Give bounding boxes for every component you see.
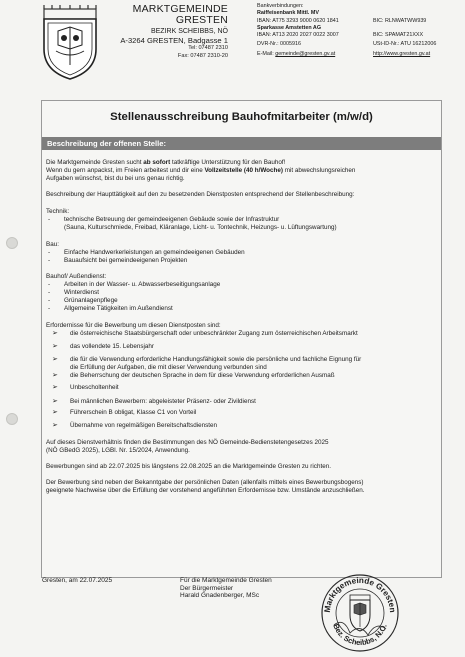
bank-details xyxy=(257,3,457,58)
list-item: Winterdienst xyxy=(64,289,99,296)
email-link[interactable]: gemeinde@gresten.gv.at xyxy=(275,50,336,57)
requirement-item: die Beherrschung der deutschen Sprache in dem für diese Verwendung erforderlichen Ausmaß xyxy=(70,372,335,379)
requirement-item: die für die Verwendung erforderliche Handlungsfähigkeit sowie die persönliche und fachliche Eignung für xyxy=(70,356,362,363)
svg-text:Marktgemeinde Gresten: Marktgemeinde Gresten xyxy=(322,575,398,613)
website-link[interactable]: http://www.gresten.gv.at xyxy=(373,50,431,57)
signature-line-3: Harald Gnadenberger, MSc xyxy=(180,592,260,599)
arrow-bullet-icon: ➢ xyxy=(52,330,58,337)
intro-line-2: Wenn du gern anpackst, im Freien arbeitest und dir eine Vollzeitstelle (40 h/Woche) mit abwechslungsreichen xyxy=(46,167,356,174)
email-label: E-Mail: xyxy=(257,50,276,57)
requirement-item: Unbescholtenheit xyxy=(70,384,119,391)
main-tasks-text: Beschreibung der Haupttätigkeit auf den zu besetzenden Dienstposten entsprechend der Stellenbeschreibung: xyxy=(46,191,355,198)
aussendienst-label: Bauhof/ Außendienst: xyxy=(46,273,107,280)
arrow-bullet-icon: ➢ xyxy=(52,356,58,363)
requirement-item: Bei männlichen Bewerbern: abgeleisteter Präsenz- oder Zivildienst xyxy=(70,398,256,405)
requirement-item: Führerschein B obligat, Klasse C1 von Vorteil xyxy=(70,409,197,416)
phone-number: Tel: 07487 2310 xyxy=(188,45,228,51)
list-item: Einfache Handwerkerleistungen an gemeindeeigenen Gebäuden xyxy=(64,249,245,256)
page-title: Stellenausschreibung Bauhofmitarbeiter (m/w/d) xyxy=(110,111,373,123)
municipality-name-line2: GRESTEN xyxy=(175,14,228,26)
signature-line-1: Für die Marktgemeinde Gresten xyxy=(180,577,272,584)
list-item: Grünanlagenpflege xyxy=(64,297,118,304)
bau-label: Bau: xyxy=(46,241,59,248)
bank1-iban: IBAN: AT75 3293 9000 0620 1841 xyxy=(257,17,339,24)
deadline-text: Bewerbungen sind ab 22.07.2025 bis längstens 22.08.2025 an die Marktgemeinde Gresten zu richten. xyxy=(46,463,331,470)
municipality-name-line1: MARKTGEMEINDE xyxy=(132,3,228,15)
documents-text-line-2: geeignete Nachweise über die Erfüllung der vorstehend angeführten Erfordernisse bzw. Umstände anzuschließen. xyxy=(46,487,365,494)
section-heading-bar xyxy=(42,137,441,150)
list-item: Arbeiten in der Wasser- u. Abwasserbeseitigungsanlage xyxy=(64,281,221,288)
bank2-bic: BIC: SPAMAT21XXX xyxy=(373,32,424,39)
law-text-line-2: (NÖ GBedG 2025), LGBl. Nr. 15/2024, Anwendung. xyxy=(46,447,190,454)
street-address: A-3264 GRESTEN, Badgasse 1 xyxy=(120,36,228,45)
section-heading: Beschreibung der offenen Stelle: xyxy=(47,139,166,148)
law-text-line-1: Auf dieses Dienstverhältnis finden die Bestimmungen des NÖ Gemeinde-Bedienstetengesetzes 2025 xyxy=(46,439,329,446)
arrow-bullet-icon: ➢ xyxy=(52,384,58,391)
fax-number: Fax: 07487 2310-20 xyxy=(177,52,228,59)
list-item: (Sauna, Kulturschmiede, Freibad, Kläranlage, Licht- u. Tontechnik, Heizungs- u. Lüftungswartung) xyxy=(64,224,337,231)
uid-number: USt-ID-Nr.: ATU 16212006 xyxy=(373,41,437,48)
svg-text:Bez. Scheibbs, N.Ö.: Bez. Scheibbs, N.Ö. xyxy=(331,622,389,648)
arrow-bullet-icon: ➢ xyxy=(52,422,58,429)
intro-line-3: Aufgaben wünschst, bist du bei uns genau richtig. xyxy=(46,175,185,182)
requirements-label: Erfordernisse für die Bewerbung um diesen Dienstposten sind: xyxy=(46,322,221,329)
arrow-bullet-icon: ➢ xyxy=(52,372,58,379)
district-line: BEZIRK SCHEIBBS, NÖ xyxy=(150,28,228,35)
arrow-bullet-icon: ➢ xyxy=(52,409,58,416)
requirement-item: das vollendete 15. Lebensjahr xyxy=(70,343,155,350)
bank1-name: Raiffeisenbank Mittl. MV xyxy=(257,10,320,17)
bank2-name: Sparkasse Amstetten AG xyxy=(257,24,322,31)
dvr-number: DVR-Nr.: 0005916 xyxy=(257,41,302,48)
coat-of-arms-logo xyxy=(38,5,102,81)
arrow-bullet-icon: ➢ xyxy=(52,398,58,405)
bank-heading: Bankverbindungen: xyxy=(257,3,304,9)
list-item: Allgemeine Tätigkeiten im Außendienst xyxy=(64,305,173,312)
punch-hole xyxy=(6,237,18,249)
signature-block xyxy=(180,577,272,600)
requirement-item-cont: die Erfüllung der Aufgaben, die mit dieser Verwendung verbunden sind xyxy=(70,364,267,371)
intro-line-1: Die Marktgemeinde Gresten sucht ab sofort tatkräftige Unterstützung für den Bauhof! xyxy=(46,159,286,166)
documents-text-line-1: Der Bewerbung sind neben der Bekanntgabe der persönlichen Daten (allenfalls mittels eines Bewerbungsbogens) xyxy=(46,479,364,486)
list-item: Bauaufsicht bei gemeindeeigenen Projekten xyxy=(64,257,188,264)
arrow-bullet-icon: ➢ xyxy=(52,343,58,350)
technik-label: Technik: xyxy=(46,208,70,215)
municipality-address xyxy=(100,4,228,60)
job-posting-box: Stellenausschreibung Bauhofmitarbeiter (m/w/d) Beschreibung der offenen Stelle: Die Marktgemeinde Gresten sucht ab sofort tatkräftige Unterstützung für den Bauhof! Wenn du gern anpackst, im Freien arbeitest und dir eine Vollzeitstelle (40 h/Woche) mit abwechslungsreichen Aufgaben wünschst, bist du bei uns genau richtig. Beschreibung der Haupttätigkeit auf den zu besetzenden Dienstposten entsprechend der Stellenbeschreibung: Technik: - technische Betreuung der gemeindeeigenen Gebäude sowie der Infrastruktur (Sauna, Kulturschmiede, Freibad, Kläranlage, Licht- u. Tontechnik, Heizungs- u. Lüftungswartung) Bau: - Einfache Handwerkerleistungen an gemeindeeigenen Gebäuden - Bauaufsicht bei gemeindeeigenen Projekten Bauhof/ Außendienst: - Arbeiten in der Wasser- u. Abwasserbeseitigungsanlage - Winterdienst - Grünanlagenpflege - Allgemeine Tätigkeiten im Außendienst Erfordernisse für die Bewerbung um diesen Dienstposten sind: ➢ die österreichische Staatsbürgerschaft oder unbeschränkter Zugang zum österreichischen Arbeitsmarkt ➢ das vollendete 15. Lebensjahr ➢ die für die Verwendung erforderliche Handlungsfähigkeit sowie die persönliche und fachliche Eignung für die Erfüllung der Aufgaben, die mit dieser Verwendung verbunden sind ➢ die Beherrschung der deutschen Sprache in dem für diese Verwendung erforderlichen Ausmaß ➢ Unbescholtenheit ➢ Bei männlichen Bewerbern: abgeleisteter Präsenz- oder Zivildienst ➢ Führerschein B obligat, Klasse C1 von Vorteil ➢ Übernahme von regelmäßigen Bereitschaftsdiensten Auf dieses Dienstverhältnis finden die Bestimmungen des NÖ Gemeinde-Bedienstetengesetzes 2025 (NÖ GBedG 2025), LGBl. Nr. 15/2024, Anwendung. Bewerbungen sind ab 22.07.2025 bis längstens 22.08.2025 an die Marktgemeinde Gresten zu richten. Der Bewerbung sind neben der Bekanntgabe der persönlichen Daten (allenfalls mittels eines Bewerbungsbogens) geeignete Nachweise über die Erfüllung der vorstehend angeführten Erfordernisse bzw. Umstände anzuschließen. xyxy=(41,100,442,578)
bank1-bic: BIC: RLNWATWW939 xyxy=(373,17,427,24)
signature-line-2: Der Bürgermeister xyxy=(180,584,234,592)
list-item: technische Betreuung der gemeindeeigenen Gebäude sowie der Infrastruktur xyxy=(64,216,280,223)
requirement-item: die österreichische Staatsbürgerschaft oder unbeschränkter Zugang zum österreichischen Arbeitsmarkt xyxy=(70,330,358,337)
signature-date: Gresten, am 22.07.2025 xyxy=(42,577,113,584)
bank2-iban: IBAN: AT13 2020 2027 0022 3007 xyxy=(257,32,339,39)
requirement-item: Übernahme von regelmäßigen Bereitschaftsdiensten xyxy=(70,422,218,429)
punch-hole xyxy=(6,413,18,425)
official-seal-stamp xyxy=(320,573,400,653)
